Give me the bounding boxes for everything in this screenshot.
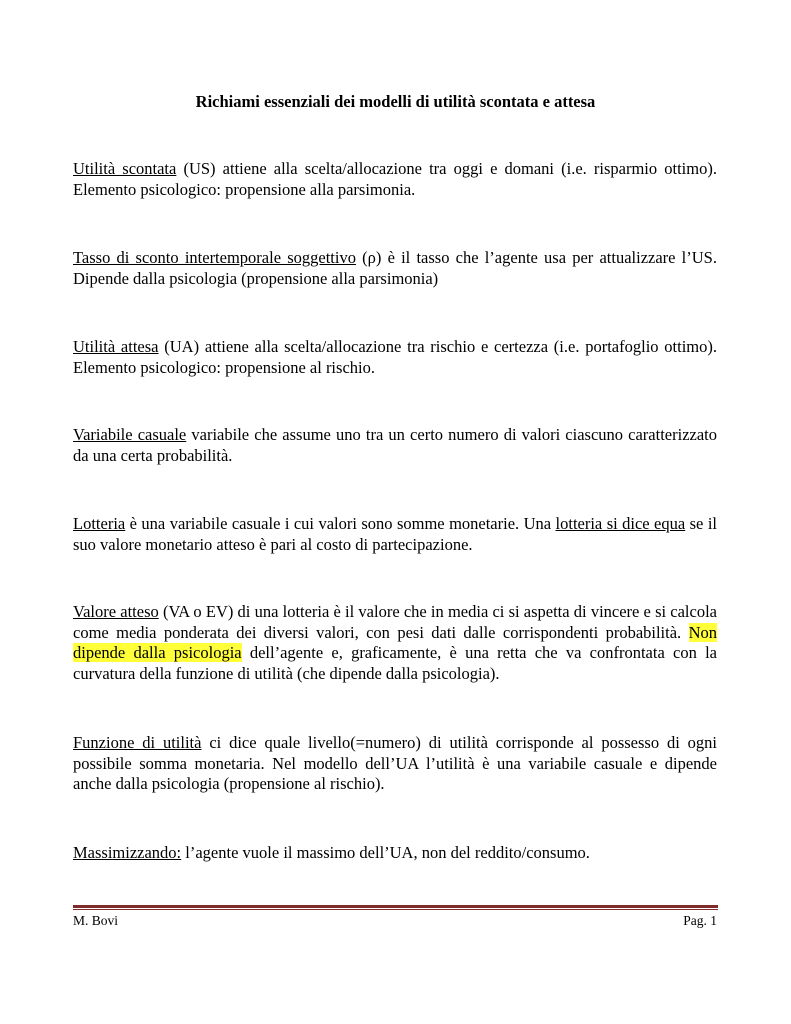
term-tasso-di-sconto: Tasso di sconto intertemporale soggettivo bbox=[73, 248, 356, 267]
term-lotteria: Lotteria bbox=[73, 514, 126, 533]
paragraph-text: ci dice quale livello(=numero) di utilità corrisponde al possesso di ogni possibile somma monetaria. Nel modello dell’UA l’utilità è una variabile casuale e dipende anche dalla psicologia (propensione al rischio). bbox=[73, 733, 717, 793]
term-utilita-attesa: Utilità attesa bbox=[73, 337, 159, 356]
paragraph-utilita-attesa bbox=[73, 337, 717, 378]
paragraph-text: è una variabile casuale i cui valori sono somme monetarie. Una bbox=[125, 514, 556, 533]
paragraph-utilita-scontata bbox=[73, 159, 717, 200]
paragraph-massimizzando bbox=[73, 843, 717, 864]
term-lotteria-equa: lotteria si dice equa bbox=[555, 514, 686, 533]
paragraph-text: dell’agente e, graficamente, è una retta che va confrontata con la curvatura della funzione di utilità (che dipende dalla psicologia). bbox=[73, 643, 718, 683]
highlighted-text: Non dipende dalla psicologia bbox=[73, 622, 717, 662]
paragraph-text: (US) attiene alla scelta/allocazione tra oggi e domani (i.e. risparmio ottimo). Elemento psicologico: propensione alla parsimonia. bbox=[73, 159, 717, 199]
paragraph-lotteria bbox=[73, 514, 717, 555]
paragraph-valore-atteso bbox=[73, 602, 717, 684]
paragraph-text: (ρ) è il tasso che l’agente usa per attualizzare l’US. Dipende dalla psicologia (propensione alla parsimonia) bbox=[73, 248, 717, 288]
footer-divider bbox=[73, 905, 718, 908]
footer-page-number: Pag. 1 bbox=[683, 913, 717, 928]
page-title: Richiami essenziali dei modelli di utilità scontata e attesa bbox=[195, 92, 596, 111]
term-variabile-casuale: Variabile casuale bbox=[73, 425, 187, 444]
paragraph-variabile-casuale bbox=[73, 425, 717, 466]
paragraph-tasso-di-sconto bbox=[73, 248, 717, 289]
footer-divider-thin bbox=[73, 909, 718, 910]
footer-author: M. Bovi bbox=[73, 913, 119, 928]
term-utilita-scontata: Utilità scontata bbox=[73, 159, 177, 178]
term-massimizzando: Massimizzando: bbox=[73, 843, 182, 862]
paragraph-text: (VA o EV) di una lotteria è il valore che in media ci si aspetta di vincere e si calcola come media ponderata dei diversi valori, con pesi dati dalle corrispondenti probabilità. bbox=[73, 602, 717, 642]
paragraph-text: l’agente vuole il massimo dell’UA, non del reddito/consumo. bbox=[181, 843, 590, 862]
term-funzione-di-utilita: Funzione di utilità bbox=[73, 733, 202, 752]
term-valore-atteso: Valore atteso bbox=[73, 602, 159, 621]
paragraph-funzione-di-utilita bbox=[73, 733, 717, 795]
paragraph-text: se il suo valore monetario atteso è pari al costo di partecipazione. bbox=[73, 514, 717, 554]
paragraph-text: (UA) attiene alla scelta/allocazione tra rischio e certezza (i.e. portafoglio ottimo). Elemento psicologico: propensione al rischio. bbox=[73, 337, 717, 377]
paragraph-text: variabile che assume uno tra un certo numero di valori ciascuno caratterizzato da una certa probabilità. bbox=[73, 425, 718, 465]
